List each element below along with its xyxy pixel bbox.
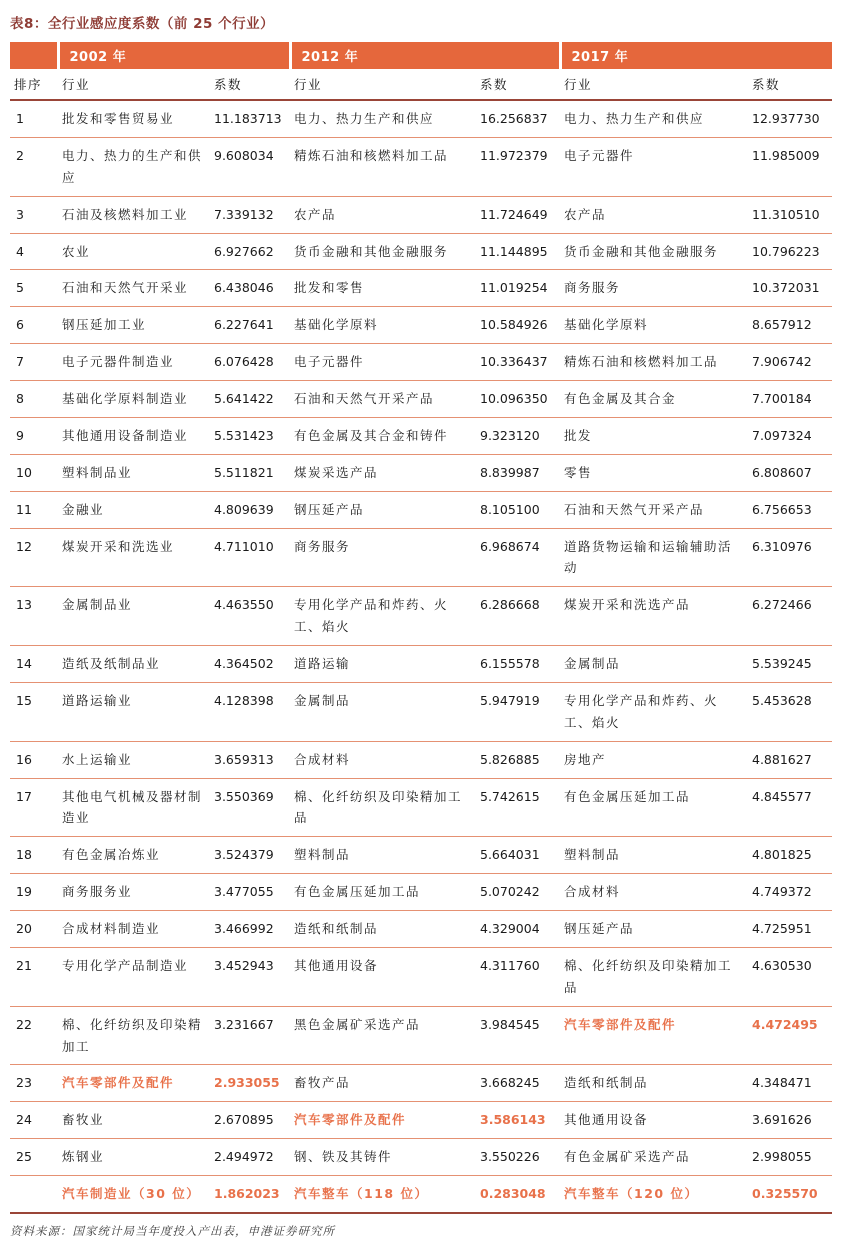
industry-cell-2012: 有色金属压延加工品 — [290, 874, 476, 911]
table-row — [10, 137, 832, 196]
industry-cell-2002: 炼钢业 — [58, 1139, 210, 1176]
coef-cell-2017: 4.881627 — [748, 741, 832, 778]
industry-column-header-2002: 行业 — [58, 69, 210, 100]
rank-cell: 5 — [10, 270, 58, 307]
table-row — [10, 233, 832, 270]
rank-cell: 23 — [10, 1065, 58, 1102]
table-row — [10, 1139, 832, 1176]
industry-cell-2017: 电子元器件 — [560, 137, 748, 196]
coef-cell-2002: 6.227641 — [210, 307, 290, 344]
coef-cell-2017: 10.796223 — [748, 233, 832, 270]
table-row — [10, 911, 832, 948]
coef-cell-2002: 5.531423 — [210, 417, 290, 454]
coef-cell-2002: 2.494972 — [210, 1139, 290, 1176]
industry-cell-2017: 石油和天然气开采产品 — [560, 491, 748, 528]
coef-cell-2017: 4.801825 — [748, 837, 832, 874]
industry-cell-2002: 道路运输业 — [58, 682, 210, 741]
industry-cell-2002: 石油及核燃料加工业 — [58, 196, 210, 233]
coef-cell-2017: 5.539245 — [748, 646, 832, 683]
industry-cell-2002: 电力、热力的生产和供应 — [58, 137, 210, 196]
table-row — [10, 837, 832, 874]
coef-cell-2002: 3.550369 — [210, 778, 290, 837]
rank-cell: 10 — [10, 454, 58, 491]
coef-cell-2002: 6.927662 — [210, 233, 290, 270]
industry-cell-2017: 造纸和纸制品 — [560, 1065, 748, 1102]
coef-cell-2012: 9.323120 — [476, 417, 560, 454]
industry-cell-2002: 合成材料制造业 — [58, 911, 210, 948]
coef-cell-2002: 5.511821 — [210, 454, 290, 491]
rank-cell: 19 — [10, 874, 58, 911]
industry-cell-2002: 其他通用设备制造业 — [58, 417, 210, 454]
industry-cell-2002: 钢压延加工业 — [58, 307, 210, 344]
industry-cell-2012: 畜牧产品 — [290, 1065, 476, 1102]
rank-cell: 16 — [10, 741, 58, 778]
coef-cell-2017: 7.097324 — [748, 417, 832, 454]
industry-cell-2002: 塑料制品业 — [58, 454, 210, 491]
industry-cell-2017: 棉、化纤纺织及印染精加工品 — [560, 947, 748, 1006]
coef-cell-2012: 5.664031 — [476, 837, 560, 874]
coef-cell-2012: 3.668245 — [476, 1065, 560, 1102]
coef-cell-2012: 11.724649 — [476, 196, 560, 233]
coef-cell-2012: 11.144895 — [476, 233, 560, 270]
coef-column-header-2002: 系数 — [210, 69, 290, 100]
rank-cell: 15 — [10, 682, 58, 741]
coef-cell-2012: 5.742615 — [476, 778, 560, 837]
coef-cell-2002: 3.477055 — [210, 874, 290, 911]
summary-row — [10, 1176, 832, 1213]
industry-cell-2012: 农产品 — [290, 196, 476, 233]
rank-cell: 14 — [10, 646, 58, 683]
table-row — [10, 307, 832, 344]
table-row — [10, 741, 832, 778]
coef-cell-2012: 5.070242 — [476, 874, 560, 911]
coef-cell-2017: 6.272466 — [748, 587, 832, 646]
table-row — [10, 874, 832, 911]
table-row — [10, 778, 832, 837]
coef-cell-2002: 9.608034 — [210, 137, 290, 196]
source-note: 资料来源：国家统计局当年度投入产出表，申港证券研究所 — [10, 1223, 335, 1238]
coef-cell-2017: 6.310976 — [748, 528, 832, 587]
coef-cell-2017: 7.906742 — [748, 344, 832, 381]
coef-cell-2012: 5.947919 — [476, 682, 560, 741]
coef-cell-2012: 4.311760 — [476, 947, 560, 1006]
industry-cell-2017: 房地产 — [560, 741, 748, 778]
rank-cell — [10, 1176, 58, 1213]
coef-cell-2002: 4.463550 — [210, 587, 290, 646]
industry-cell-2017: 专用化学产品和炸药、火工、焰火 — [560, 682, 748, 741]
coef-cell-2017: 11.310510 — [748, 196, 832, 233]
coef-cell-2002: 4.364502 — [210, 646, 290, 683]
industry-cell-2017: 金属制品 — [560, 646, 748, 683]
coef-cell-2002: 3.466992 — [210, 911, 290, 948]
coef-cell-2017: 6.756653 — [748, 491, 832, 528]
coef-cell-2012: 8.839987 — [476, 454, 560, 491]
table-row — [10, 196, 832, 233]
rank-cell: 18 — [10, 837, 58, 874]
coef-cell-2002: 4.711010 — [210, 528, 290, 587]
year-2012-header: 2012 年 — [290, 42, 560, 69]
rank-cell: 3 — [10, 196, 58, 233]
coef-column-header-2012: 系数 — [476, 69, 560, 100]
industry-cell-2012: 合成材料 — [290, 741, 476, 778]
rank-cell: 6 — [10, 307, 58, 344]
industry-cell-2012: 汽车整车（118 位） — [290, 1176, 476, 1213]
coef-cell-2002: 3.659313 — [210, 741, 290, 778]
table-row — [10, 344, 832, 381]
coef-cell-2012: 0.283048 — [476, 1176, 560, 1213]
rank-cell: 4 — [10, 233, 58, 270]
coef-cell-2002: 11.183713 — [210, 100, 290, 137]
industry-cell-2012: 石油和天然气开采产品 — [290, 381, 476, 418]
industry-cell-2017: 合成材料 — [560, 874, 748, 911]
rank-cell: 17 — [10, 778, 58, 837]
coef-cell-2012: 4.329004 — [476, 911, 560, 948]
coef-cell-2012: 6.286668 — [476, 587, 560, 646]
coef-column-header-2017: 系数 — [748, 69, 832, 100]
coef-cell-2017: 10.372031 — [748, 270, 832, 307]
coef-cell-2017: 2.998055 — [748, 1139, 832, 1176]
coef-cell-2002: 6.076428 — [210, 344, 290, 381]
industry-cell-2002: 商务服务业 — [58, 874, 210, 911]
coef-cell-2017: 4.472495 — [748, 1006, 832, 1065]
rank-cell: 8 — [10, 381, 58, 418]
coef-cell-2012: 10.336437 — [476, 344, 560, 381]
coef-cell-2017: 4.749372 — [748, 874, 832, 911]
table-row — [10, 417, 832, 454]
industry-cell-2012: 基础化学原料 — [290, 307, 476, 344]
industry-cell-2017: 货币金融和其他金融服务 — [560, 233, 748, 270]
industry-cell-2017: 精炼石油和核燃料加工品 — [560, 344, 748, 381]
industry-cell-2012: 黑色金属矿采选产品 — [290, 1006, 476, 1065]
industry-cell-2002: 水上运输业 — [58, 741, 210, 778]
industry-cell-2012: 钢、铁及其铸件 — [290, 1139, 476, 1176]
table-row — [10, 587, 832, 646]
industry-cell-2012: 塑料制品 — [290, 837, 476, 874]
industry-cell-2017: 钢压延产品 — [560, 911, 748, 948]
industry-cell-2012: 其他通用设备 — [290, 947, 476, 1006]
coef-cell-2012: 8.105100 — [476, 491, 560, 528]
industry-cell-2012: 专用化学产品和炸药、火工、焰火 — [290, 587, 476, 646]
industry-cell-2017: 农产品 — [560, 196, 748, 233]
table-row — [10, 682, 832, 741]
coef-cell-2002: 7.339132 — [210, 196, 290, 233]
table-header — [10, 42, 832, 100]
table-body — [10, 100, 832, 1213]
industry-cell-2012: 电力、热力生产和供应 — [290, 100, 476, 137]
industry-cell-2017: 其他通用设备 — [560, 1102, 748, 1139]
coef-cell-2012: 11.972379 — [476, 137, 560, 196]
coef-cell-2002: 4.128398 — [210, 682, 290, 741]
coef-cell-2002: 5.641422 — [210, 381, 290, 418]
table-row — [10, 100, 832, 137]
coef-cell-2012: 6.155578 — [476, 646, 560, 683]
column-header-row — [10, 69, 832, 100]
coef-cell-2012: 16.256837 — [476, 100, 560, 137]
coef-cell-2012: 10.096350 — [476, 381, 560, 418]
industry-cell-2012: 有色金属及其合金和铸件 — [290, 417, 476, 454]
industry-cell-2012: 汽车零部件及配件 — [290, 1102, 476, 1139]
coef-cell-2002: 2.933055 — [210, 1065, 290, 1102]
rank-cell: 11 — [10, 491, 58, 528]
industry-cell-2017: 汽车整车（120 位） — [560, 1176, 748, 1213]
year-2002-header: 2002 年 — [58, 42, 290, 69]
industry-cell-2012: 商务服务 — [290, 528, 476, 587]
table-row — [10, 1006, 832, 1065]
coef-cell-2017: 3.691626 — [748, 1102, 832, 1139]
table-row — [10, 270, 832, 307]
table-row — [10, 646, 832, 683]
coef-cell-2012: 3.984545 — [476, 1006, 560, 1065]
coef-cell-2012: 10.584926 — [476, 307, 560, 344]
rank-cell: 13 — [10, 587, 58, 646]
rank-cell: 25 — [10, 1139, 58, 1176]
coef-cell-2002: 3.452943 — [210, 947, 290, 1006]
industry-cell-2002: 其他电气机械及器材制造业 — [58, 778, 210, 837]
industry-cell-2002: 基础化学原料制造业 — [58, 381, 210, 418]
coef-cell-2002: 4.809639 — [210, 491, 290, 528]
coef-cell-2017: 0.325570 — [748, 1176, 832, 1213]
industry-cell-2012: 道路运输 — [290, 646, 476, 683]
coef-cell-2012: 11.019254 — [476, 270, 560, 307]
industry-cell-2002: 有色金属冶炼业 — [58, 837, 210, 874]
table-row — [10, 947, 832, 1006]
coef-cell-2017: 4.845577 — [748, 778, 832, 837]
table-row — [10, 381, 832, 418]
rank-cell: 2 — [10, 137, 58, 196]
industry-cell-2002: 金属制品业 — [58, 587, 210, 646]
rank-cell: 20 — [10, 911, 58, 948]
industry-cell-2002: 农业 — [58, 233, 210, 270]
coef-cell-2017: 12.937730 — [748, 100, 832, 137]
table-row — [10, 491, 832, 528]
coef-cell-2002: 1.862023 — [210, 1176, 290, 1213]
industry-cell-2002: 煤炭开采和洗选业 — [58, 528, 210, 587]
industry-cell-2012: 批发和零售 — [290, 270, 476, 307]
coef-cell-2017: 5.453628 — [748, 682, 832, 741]
coef-cell-2017: 6.808607 — [748, 454, 832, 491]
industry-cell-2012: 棉、化纤纺织及印染精加工品 — [290, 778, 476, 837]
industry-cell-2002: 专用化学产品制造业 — [58, 947, 210, 1006]
industry-cell-2017: 有色金属矿采选产品 — [560, 1139, 748, 1176]
industry-cell-2002: 石油和天然气开采业 — [58, 270, 210, 307]
industry-cell-2017: 道路货物运输和运输辅助活动 — [560, 528, 748, 587]
industry-column-header-2017: 行业 — [560, 69, 748, 100]
rank-cell: 7 — [10, 344, 58, 381]
coef-cell-2002: 2.670895 — [210, 1102, 290, 1139]
industry-cell-2017: 商务服务 — [560, 270, 748, 307]
industry-cell-2017: 基础化学原料 — [560, 307, 748, 344]
rank-cell: 1 — [10, 100, 58, 137]
industry-cell-2012: 钢压延产品 — [290, 491, 476, 528]
industry-cell-2017: 汽车零部件及配件 — [560, 1006, 748, 1065]
industry-cell-2017: 煤炭开采和洗选产品 — [560, 587, 748, 646]
table-row — [10, 528, 832, 587]
coef-cell-2017: 7.700184 — [748, 381, 832, 418]
industry-cell-2002: 畜牧业 — [58, 1102, 210, 1139]
coef-cell-2012: 3.586143 — [476, 1102, 560, 1139]
industry-cell-2017: 批发 — [560, 417, 748, 454]
industry-cell-2002: 批发和零售贸易业 — [58, 100, 210, 137]
coef-cell-2002: 3.524379 — [210, 837, 290, 874]
industry-cell-2002: 造纸及纸制品业 — [58, 646, 210, 683]
page-title: 表8：全行业感应度系数（前 25 个行业） — [10, 16, 275, 32]
coef-cell-2017: 4.348471 — [748, 1065, 832, 1102]
industry-cell-2012: 造纸和纸制品 — [290, 911, 476, 948]
industry-cell-2002: 电子元器件制造业 — [58, 344, 210, 381]
rank-cell: 21 — [10, 947, 58, 1006]
industry-cell-2012: 精炼石油和核燃料加工品 — [290, 137, 476, 196]
coef-cell-2017: 4.630530 — [748, 947, 832, 1006]
coef-cell-2002: 6.438046 — [210, 270, 290, 307]
rank-cell: 12 — [10, 528, 58, 587]
industry-column-header-2012: 行业 — [290, 69, 476, 100]
industry-cell-2017: 电力、热力生产和供应 — [560, 100, 748, 137]
coef-cell-2012: 3.550226 — [476, 1139, 560, 1176]
industry-cell-2002: 金融业 — [58, 491, 210, 528]
industry-cell-2017: 零售 — [560, 454, 748, 491]
industry-cell-2012: 煤炭采选产品 — [290, 454, 476, 491]
table-row — [10, 1065, 832, 1102]
industry-cell-2017: 塑料制品 — [560, 837, 748, 874]
year-band-row — [10, 42, 832, 69]
year-2017-header: 2017 年 — [560, 42, 832, 69]
industry-cell-2002: 汽车零部件及配件 — [58, 1065, 210, 1102]
coef-cell-2017: 8.657912 — [748, 307, 832, 344]
industry-cell-2002: 汽车制造业（30 位） — [58, 1176, 210, 1213]
year-band-rank-spacer — [10, 42, 58, 69]
industry-cell-2012: 货币金融和其他金融服务 — [290, 233, 476, 270]
coef-cell-2017: 11.985009 — [748, 137, 832, 196]
coef-cell-2012: 6.968674 — [476, 528, 560, 587]
coef-cell-2017: 4.725951 — [748, 911, 832, 948]
rank-cell: 22 — [10, 1006, 58, 1065]
rank-cell: 24 — [10, 1102, 58, 1139]
table-row — [10, 1102, 832, 1139]
industry-cell-2017: 有色金属及其合金 — [560, 381, 748, 418]
rank-column-header: 排序 — [10, 69, 58, 100]
industry-cell-2012: 金属制品 — [290, 682, 476, 741]
industry-cell-2017: 有色金属压延加工品 — [560, 778, 748, 837]
rank-cell: 9 — [10, 417, 58, 454]
table-row — [10, 454, 832, 491]
coef-cell-2002: 3.231667 — [210, 1006, 290, 1065]
industry-cell-2002: 棉、化纤纺织及印染精加工 — [58, 1006, 210, 1065]
coef-cell-2012: 5.826885 — [476, 741, 560, 778]
industry-cell-2012: 电子元器件 — [290, 344, 476, 381]
sensitivity-coefficient-table — [10, 42, 832, 1214]
